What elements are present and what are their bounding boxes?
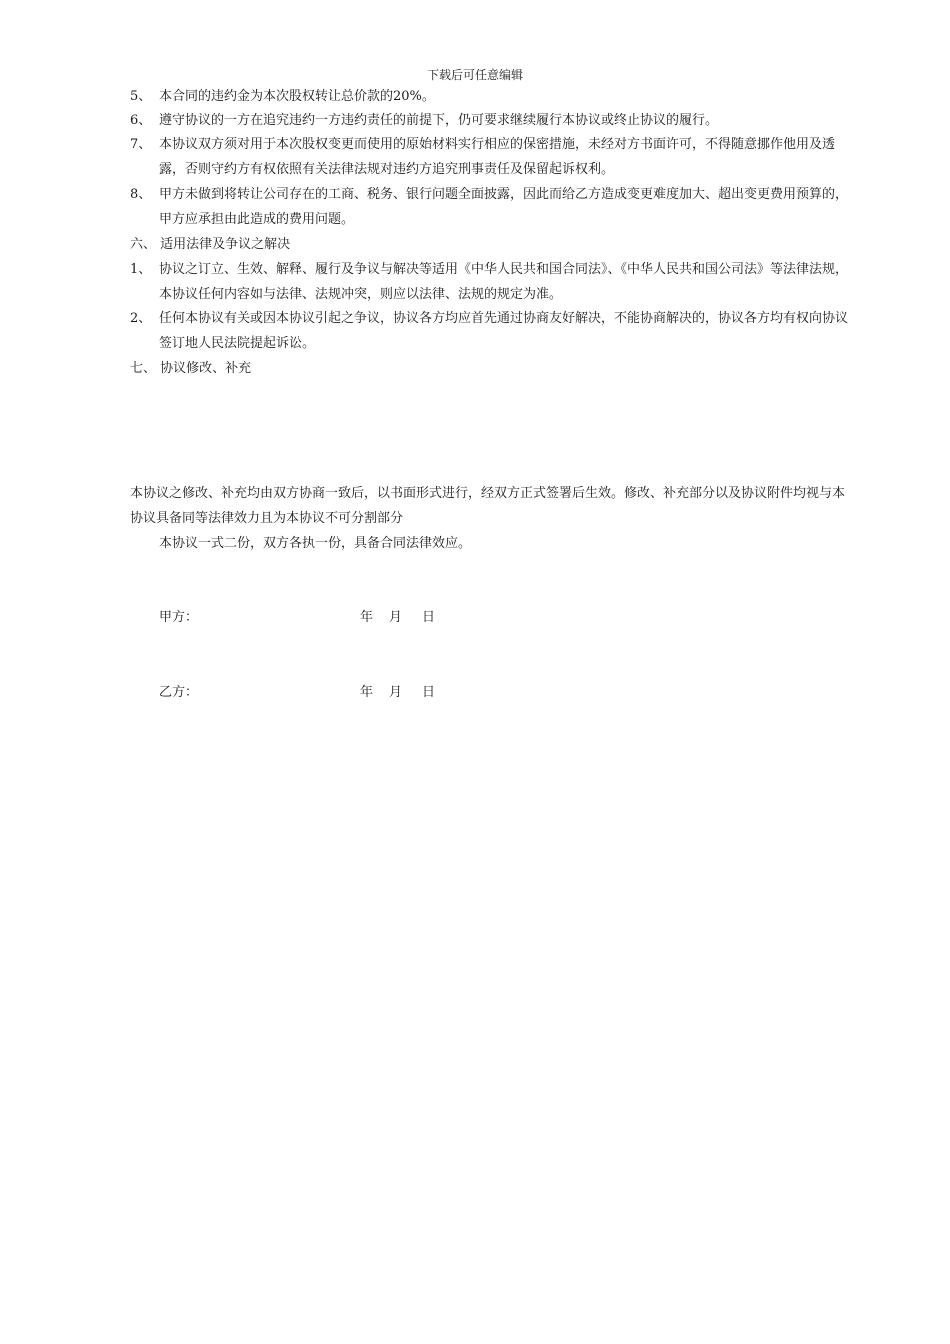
year-label: 年 <box>360 685 374 700</box>
section-6-title: 六、 适用法律及争议之解决 <box>130 237 291 252</box>
clause-text: 本合同的违约金为本次股权转让总价款的20%。 <box>159 89 435 104</box>
party-a-date <box>360 605 435 630</box>
year-label: 年 <box>360 610 374 625</box>
clause-text: 任何本协议有关或因本协议引起之争议，协议各方均应首先通过协商友好解决，不能协商解决的，协议各方均有权向协议签订地人民法院提起诉讼。 <box>159 311 849 351</box>
clause-item-6 <box>130 108 850 133</box>
section-6-item-2 <box>130 306 850 356</box>
party-a-label: 甲方： <box>159 610 199 625</box>
clause-number: 8、 <box>130 187 152 202</box>
day-label: 日 <box>422 610 436 625</box>
clause-text: 本协议双方须对用于本次股权变更而使用的原始材料实行相应的保密措施，未经对方书面许可，不得随意挪作他用及透露，否则守约方有权依照有关法律法规对违约方追究刑事责任及保留起诉权利。 <box>159 137 836 177</box>
day-label: 日 <box>422 685 436 700</box>
clause-item-7 <box>130 132 850 182</box>
clause-text: 协议之订立、生效、解释、履行及争议与解决等适用《中华人民共和国合同法》、《中华人民共和国公司法》等法律法规，本协议任何内容如与法律、法规冲突，则应以法律、法规的规定为准。 <box>159 262 849 302</box>
clause-number: 2、 <box>130 311 152 326</box>
clause-item-8 <box>130 182 850 232</box>
copies-paragraph: 本协议一式二份，双方各执一份，具备合同法律效应。 <box>159 536 472 551</box>
month-label: 月 <box>389 610 403 625</box>
page-header: 下载后可任意编辑 <box>426 68 523 82</box>
clause-text: 遵守协议的一方在追究违约一方违约责任的前提下，仍可要求继续履行本协议或终止协议的履行。 <box>159 113 719 128</box>
clause-text: 甲方未做到将转让公司存在的工商、税务、银行问题全面披露，因此而给乙方造成变更难度加大、超出变更费用预算的，甲方应承担由此造成的费用问题。 <box>159 187 849 227</box>
clause-number: 6、 <box>130 113 152 128</box>
clause-number: 5、 <box>130 89 152 104</box>
party-b-date <box>360 680 435 705</box>
clause-number: 7、 <box>130 137 152 152</box>
party-b-label: 乙方： <box>159 685 199 700</box>
section-7-title: 七、 协议修改、补充 <box>130 361 252 376</box>
section-6-item-1 <box>130 257 850 307</box>
clause-item-5 <box>130 84 850 109</box>
amendment-paragraph: 本协议之修改、补充均由双方协商一致后，以书面形式进行，经双方正式签署后生效。修改、补充部分以及协议附件均视与本协议具备同等法律效力且为本协议不可分割部分 <box>130 486 846 526</box>
month-label: 月 <box>389 685 403 700</box>
clause-number: 1、 <box>130 262 152 277</box>
